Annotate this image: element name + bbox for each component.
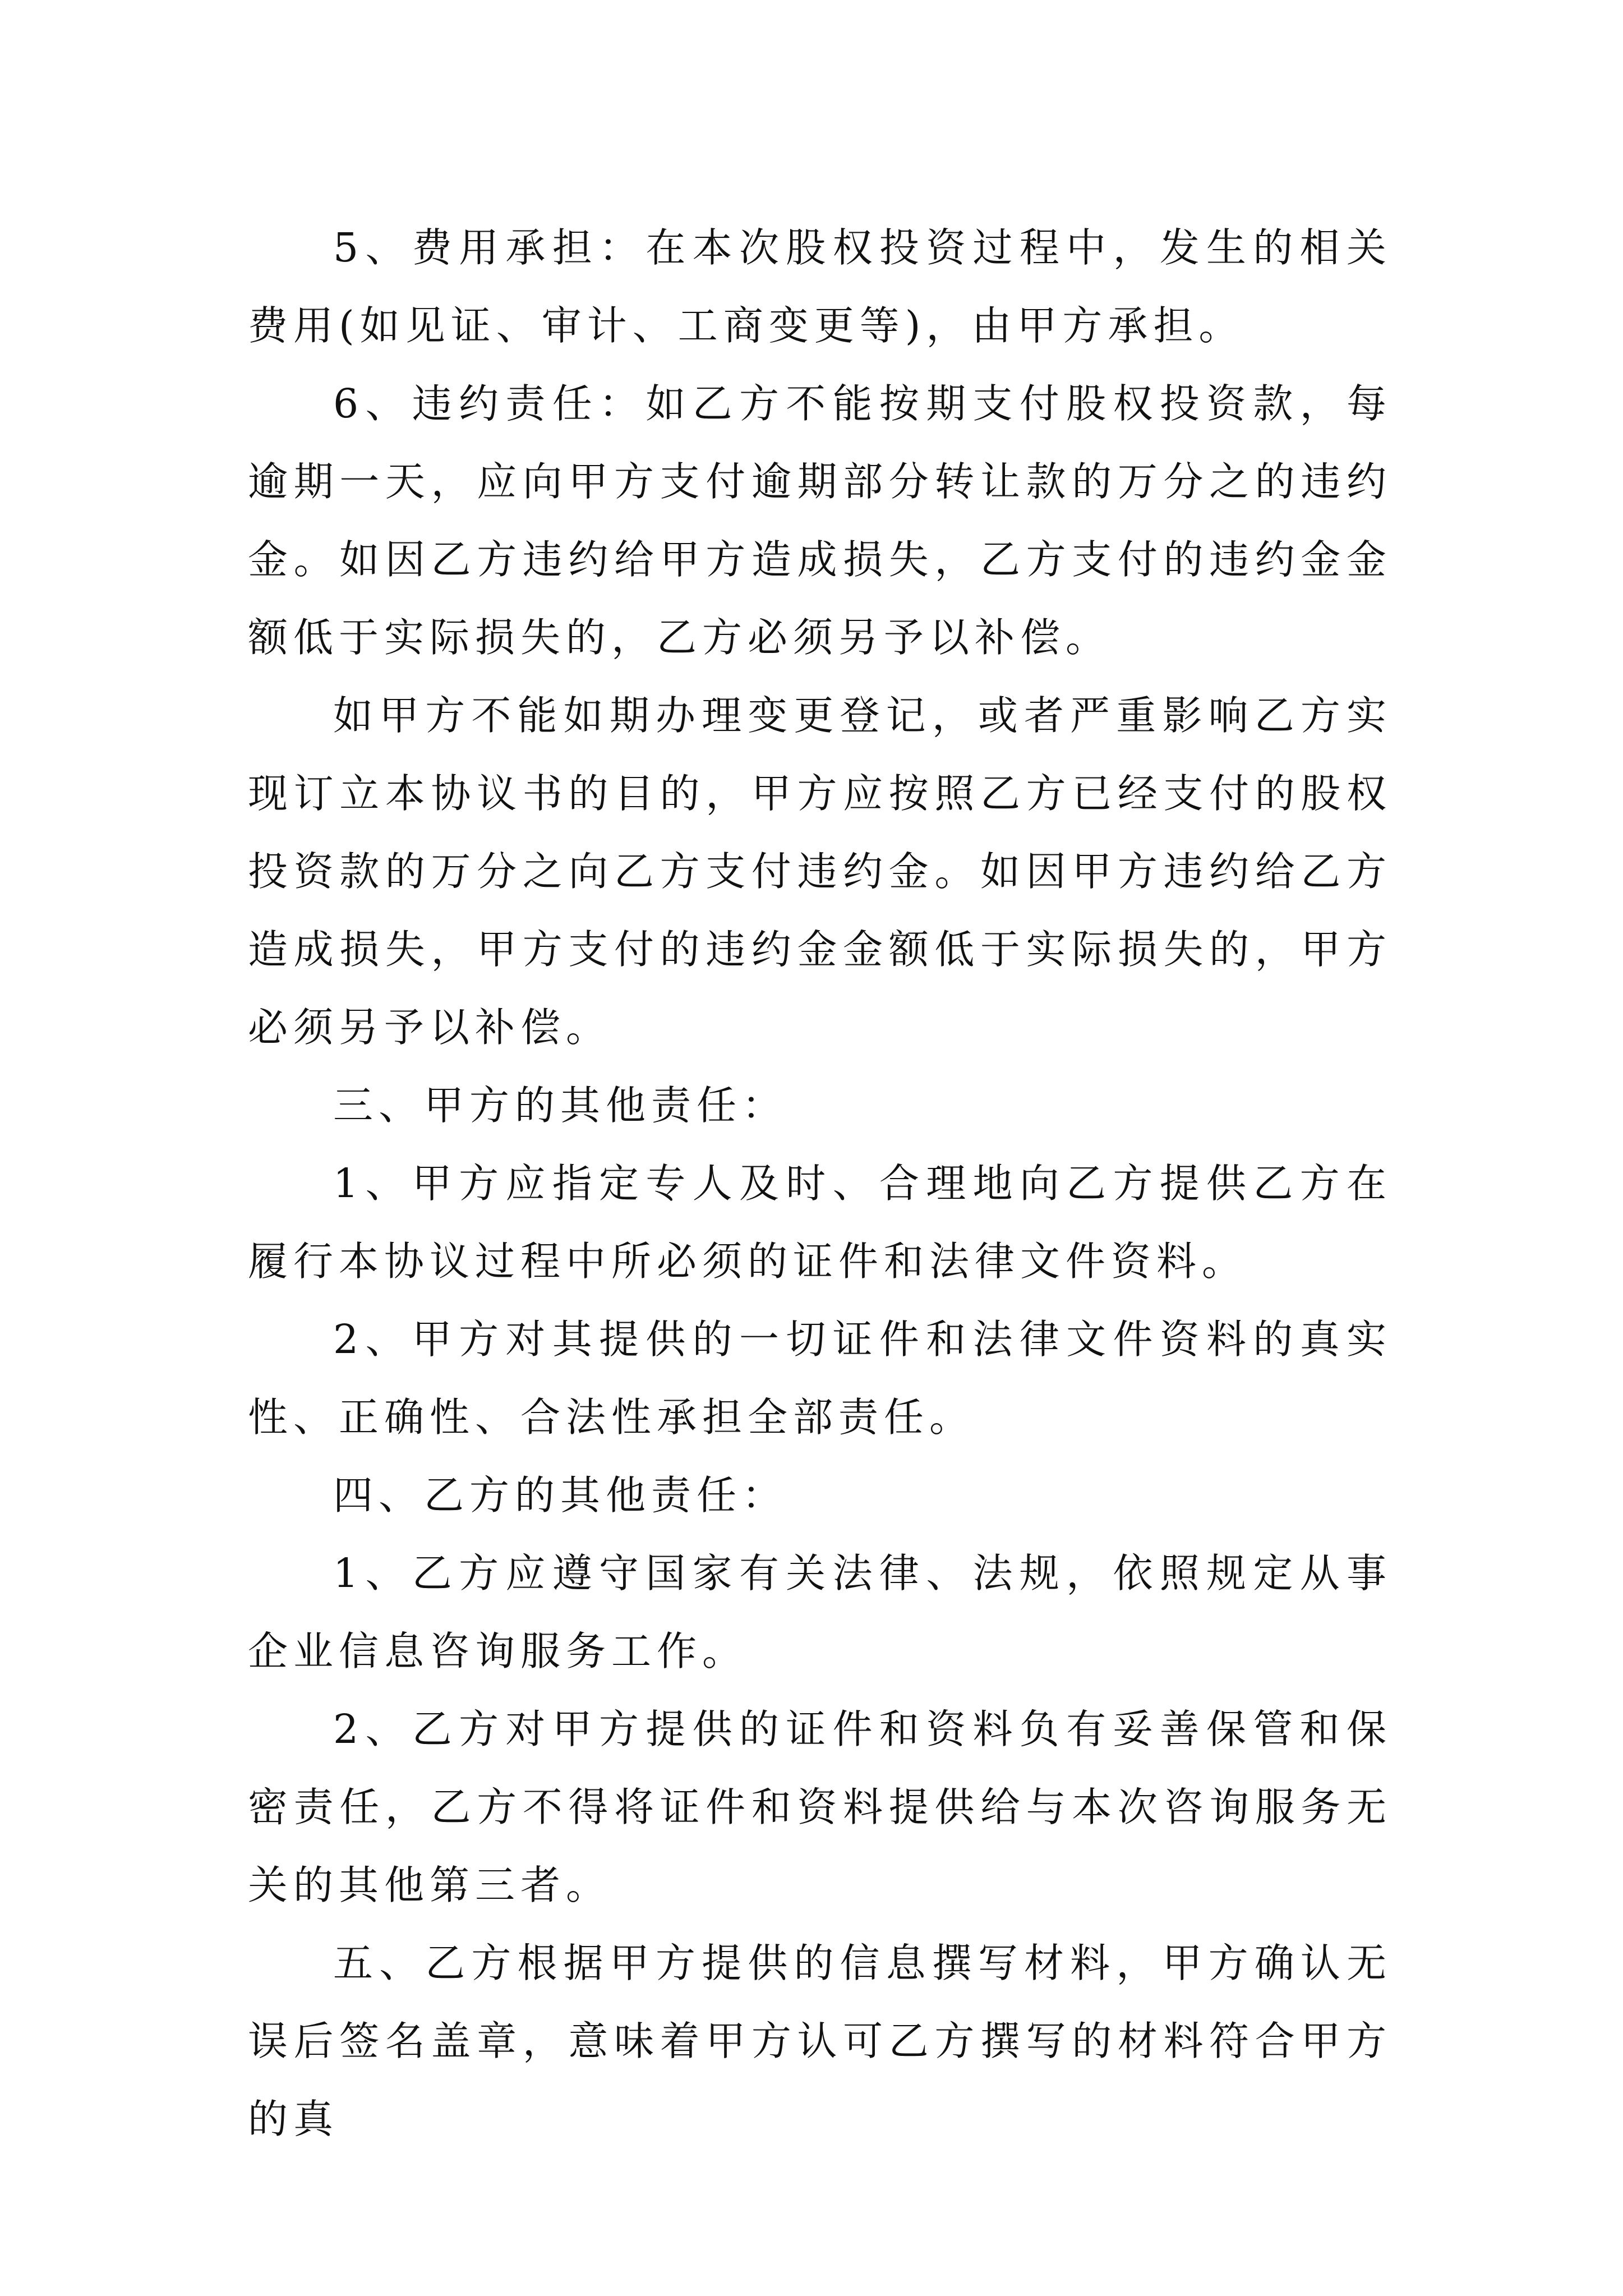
section-heading-party-b-responsibilities: 四、乙方的其他责任： — [333, 1472, 788, 1519]
paragraph-party-a-item-2: 2、甲方对其提供的一切证件和法律文件资料的真实性、正确性、合法性承担全部责任。 — [248, 1316, 1392, 1441]
section-heading-party-a-responsibilities: 三、甲方的其他责任： — [333, 1082, 788, 1129]
paragraph-breach-liability-party-b: 6、违约责任：如乙方不能按期支付股权投资款，每逾期一天，应向甲方支付逾期部分转让款的万分之的违约金。如因乙方违约给甲方造成损失，乙方支付的违约金金额低于实际损失的，乙方必须另予以补偿。 — [248, 380, 1392, 661]
document-body — [248, 209, 1392, 2158]
paragraph-party-b-item-2: 2、乙方对甲方提供的证件和资料负有妥善保管和保密责任，乙方不得将证件和资料提供给与本次咨询服务无关的其他第三者。 — [248, 1706, 1392, 1908]
paragraph-expense-bearing: 5、费用承担：在本次股权投资过程中，发生的相关费用(如见证、审计、工商变更等)，由甲方承担。 — [248, 224, 1392, 349]
paragraph-party-b-item-1: 1、乙方应遵守国家有关法律、法规，依照规定从事企业信息咨询服务工作。 — [248, 1550, 1392, 1674]
paragraph-party-a-item-1: 1、甲方应指定专人及时、合理地向乙方提供乙方在履行本协议过程中所必须的证件和法律文件资料。 — [248, 1160, 1392, 1285]
paragraph-breach-liability-party-a: 如甲方不能如期办理变更登记，或者严重影响乙方实现订立本协议书的目的，甲方应按照乙方已经支付的股权投资款的万分之向乙方支付违约金。如因甲方违约给乙方造成损失，甲方支付的违约金金额低于实际损失的，甲方必须另予以补偿。 — [248, 692, 1392, 1051]
paragraph-section-five: 五、乙方根据甲方提供的信息撰写材料，甲方确认无误后签名盖章，意味着甲方认可乙方撰写的材料符合甲方的真 — [248, 1940, 1392, 2142]
